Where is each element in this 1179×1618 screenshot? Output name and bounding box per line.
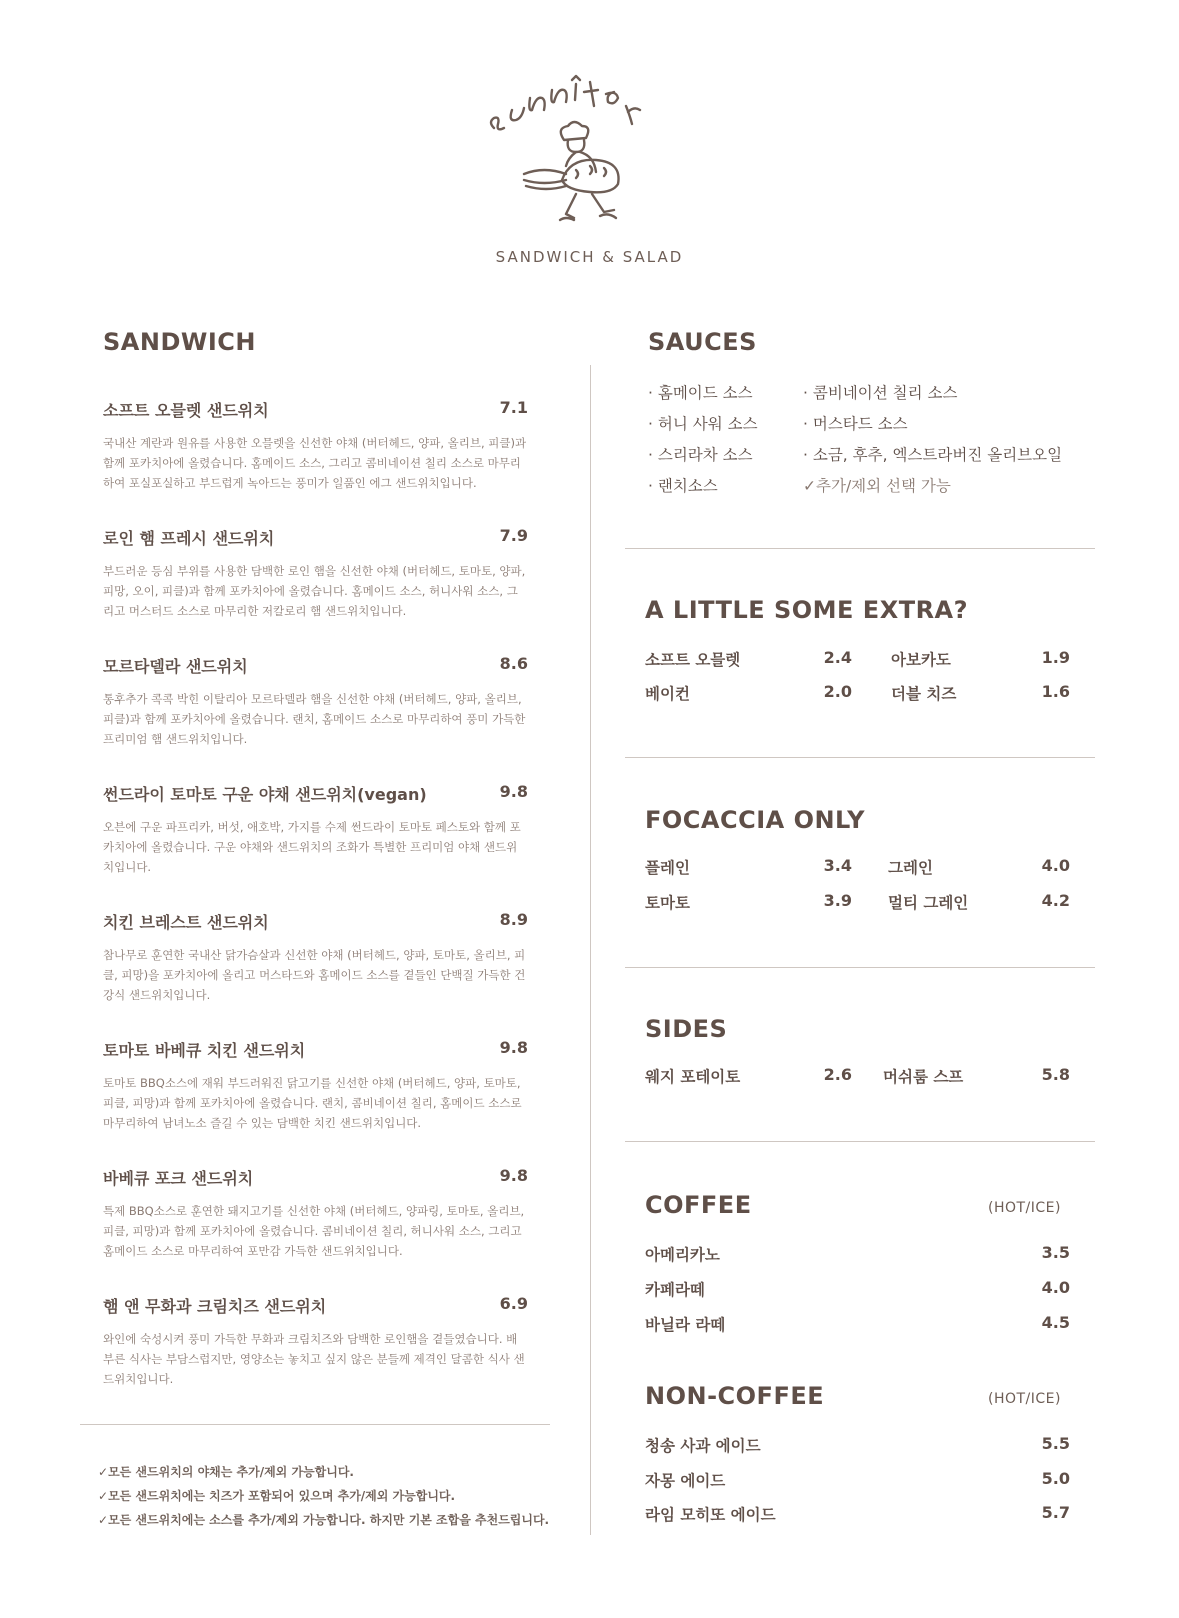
sandwich-notes-divider (80, 1424, 550, 1425)
noncoffee-title: NON-COFFEE (645, 1382, 825, 1410)
sandwich-name: 토마토 바베큐 치킨 샌드위치 (103, 1041, 306, 1060)
sandwich-price: 8.9 (499, 910, 528, 929)
sandwich-item (103, 1166, 528, 1261)
sandwich-price: 9.8 (499, 782, 528, 801)
focaccia-item-name: 토마토 (645, 894, 690, 912)
sauce-item: · 머스타드 소스 (803, 412, 908, 434)
coffee-item-name: 아메리카노 (645, 1246, 720, 1264)
note-line: ✓ 모든 샌드위치에는 치즈가 포함되어 있으며 추가/제외 가능합니다. (98, 1484, 549, 1508)
noncoffee-item-price: 5.0 (1041, 1469, 1070, 1488)
sauce-item: · 허니 사워 소스 (648, 412, 758, 434)
sandwich-description: 특제 BBQ소스로 훈연한 돼지고기를 신선한 야채 (버터헤드, 양파링, 토마토, 올리브, 피클, 피망)과 함께 포카치아에 올렸습니다. 콤비네이션 칠리, 허니사워 소스, 그리고 홈메이드 소스로 마무리하여 포만감 가득한 샌드위치입니다. (103, 1204, 525, 1258)
noncoffee-item-name: 청송 사과 에이드 (645, 1437, 761, 1455)
sandwich-description: 통후추가 콕콕 박힌 이탈리아 모르타델라 햄을 신선한 야채 (버터헤드, 양파, 올리브, 피클)과 함께 포카치아에 올렸습니다. 랜치, 홈메이드 소스로 마무리하여 풍미 가득한 프리미엄 햄 샌드위치입니다. (103, 692, 526, 746)
sauce-item: · 스리라차 소스 (648, 443, 753, 465)
focaccia-item-name: 멀티 그레인 (888, 894, 969, 912)
sandwich-description: 토마토 BBQ소스에 재워 부드러워진 닭고기를 신선한 야채 (버터헤드, 양파, 토마토, 피클, 피망)과 함께 포카치아에 올렸습니다. 랜치, 콤비네이션 칠리, 홈메이드 소스로 마무리하여 남녀노소 즐길 수 있는 담백한 치킨 샌드위치입니다. (103, 1076, 522, 1130)
sandwich-item (103, 1294, 528, 1389)
sides-divider (625, 1141, 1095, 1142)
focaccia-item-price: 3.4 (823, 856, 852, 875)
coffee-item-name: 카페라떼 (645, 1281, 705, 1299)
noncoffee-item-price: 5.7 (1041, 1503, 1070, 1522)
sauce-item: · 소금, 후추, 엑스트라버진 올리브오일 (803, 443, 1062, 465)
sandwich-description: 참나무로 훈연한 국내산 닭가슴살과 신선한 야채 (버터헤드, 양파, 토마토, 올리브, 피클, 피망)을 포카치아에 올리고 머스타드와 홈메이드 소스를 곁들인 단백질 가득한 건강식 샌드위치입니다. (103, 948, 526, 1002)
noncoffee-item-name: 라임 모히또 에이드 (645, 1506, 776, 1524)
noncoffee-temp-label: (HOT/ICE) (988, 1391, 1061, 1407)
sauce-item: · 콤비네이션 칠리 소스 (803, 381, 957, 403)
sides-item-price: 2.6 (823, 1065, 852, 1084)
focaccia-item-price: 4.0 (1041, 856, 1070, 875)
coffee-item-price: 3.5 (1041, 1243, 1070, 1262)
sandwich-item (103, 654, 528, 749)
sandwich-item (103, 1038, 528, 1133)
extra-title: A LITTLE SOME EXTRA? (645, 596, 969, 624)
brand-subtitle: SANDWICH & SALAD (495, 248, 684, 266)
sandwich-price: 9.8 (499, 1038, 528, 1057)
column-divider (590, 365, 591, 1535)
sandwich-item (103, 782, 528, 877)
sides-item-price: 5.8 (1041, 1065, 1070, 1084)
coffee-item-price: 4.0 (1041, 1278, 1070, 1297)
sauces-title: SAUCES (648, 328, 757, 356)
sandwich-price: 7.1 (499, 398, 528, 417)
sandwich-name: 치킨 브레스트 샌드위치 (103, 913, 269, 932)
sandwich-item (103, 910, 528, 1005)
focaccia-item-price: 3.9 (823, 891, 852, 910)
sandwich-price: 9.8 (499, 1166, 528, 1185)
sandwich-name: 소프트 오믈렛 샌드위치 (103, 401, 269, 420)
sandwich-description: 와인에 숙성시켜 풍미 가득한 무화과 크림치즈와 담백한 로인햄을 곁들였습니다. 배부른 식사는 부담스럽지만, 영양소는 놓치고 싶지 않은 분들께 제격인 달콤한 식사 샌드위치입니다. (103, 1332, 525, 1386)
extra-item-name: 더블 치즈 (891, 685, 957, 703)
extra-item-name: 아보카도 (891, 651, 951, 669)
focaccia-item-name: 그레인 (888, 859, 933, 877)
coffee-title: COFFEE (645, 1191, 752, 1219)
note-line: ✓ 모든 샌드위치의 야채는 추가/제외 가능합니다. (98, 1460, 549, 1484)
focaccia-title: FOCACCIA ONLY (645, 806, 865, 834)
extra-item-price: 2.4 (823, 648, 852, 667)
sandwich-price: 8.6 (499, 654, 528, 673)
sunniter-logo-illustration (480, 70, 700, 240)
sandwich-description: 국내산 계란과 원유를 사용한 오믈렛을 신선한 야채 (버터헤드, 양파, 올리브, 피클)과 함께 포카치아에 올렸습니다. 홈메이드 소스, 그리고 콤비네이션 칠리 소스로 마무리하여 포실포실하고 부드럽게 녹아드는 풍미가 일품인 에그 샌드위치입니다. (103, 436, 527, 490)
extra-divider (625, 757, 1095, 758)
extra-item-name: 소프트 오믈렛 (645, 651, 741, 669)
focaccia-item-name: 플레인 (645, 859, 690, 877)
sandwich-description: 오븐에 구운 파프리카, 버섯, 애호박, 가지를 수제 썬드라이 토마토 페스토와 함께 포카치아에 올렸습니다. 구운 야채와 샌드위치의 조화가 특별한 프리미엄 야채 샌드위치입니다. (103, 820, 521, 874)
focaccia-divider (625, 967, 1095, 968)
sides-title: SIDES (645, 1015, 728, 1043)
sandwich-title: SANDWICH (103, 328, 256, 356)
coffee-item-name: 바닐라 라떼 (645, 1316, 726, 1334)
sandwich-price: 7.9 (499, 526, 528, 545)
sandwich-name: 모르타델라 샌드위치 (103, 657, 248, 676)
extra-item-price: 2.0 (823, 682, 852, 701)
focaccia-item-price: 4.2 (1041, 891, 1070, 910)
note-line: ✓ 모든 샌드위치에는 소스를 추가/제외 가능합니다. 하지만 기본 조합을 추천드립니다. (98, 1508, 549, 1532)
sauce-note: ✓ 추가/제외 선택 가능 (803, 474, 951, 496)
coffee-item-price: 4.5 (1041, 1313, 1070, 1332)
extra-item-price: 1.6 (1041, 682, 1070, 701)
noncoffee-item-name: 자몽 에이드 (645, 1472, 726, 1490)
extra-item-price: 1.9 (1041, 648, 1070, 667)
noncoffee-item-price: 5.5 (1041, 1434, 1070, 1453)
extra-item-name: 베이컨 (645, 685, 690, 703)
sandwich-price: 6.9 (499, 1294, 528, 1313)
sides-item-name: 머쉬룸 스프 (883, 1068, 964, 1086)
sandwich-name: 바베큐 포크 샌드위치 (103, 1169, 254, 1188)
sandwich-name: 햄 앤 무화과 크림치즈 샌드위치 (103, 1297, 327, 1316)
sides-item-name: 웨지 포테이토 (645, 1068, 741, 1086)
sauces-divider (625, 548, 1095, 549)
sauce-item: · 랜치소스 (648, 474, 718, 496)
sandwich-item (103, 526, 528, 621)
sandwich-name: 썬드라이 토마토 구운 야채 샌드위치(vegan) (103, 785, 427, 804)
sandwich-item (103, 398, 528, 493)
sandwich-name: 로인 햄 프레시 샌드위치 (103, 529, 275, 548)
sauce-item: · 홈메이드 소스 (648, 381, 753, 403)
sandwich-notes (98, 1460, 549, 1532)
sandwich-description: 부드러운 등심 부위를 사용한 담백한 로인 햄을 신선한 야채 (버터헤드, 토마토, 양파, 피망, 오이, 피클)과 함께 포카치아에 올렸습니다. 홈메이드 소스, 허니사워 소스, 그리고 머스터드 소스로 마무리한 저칼로리 햄 샌드위치입니다. (103, 564, 526, 618)
coffee-temp-label: (HOT/ICE) (988, 1200, 1061, 1216)
